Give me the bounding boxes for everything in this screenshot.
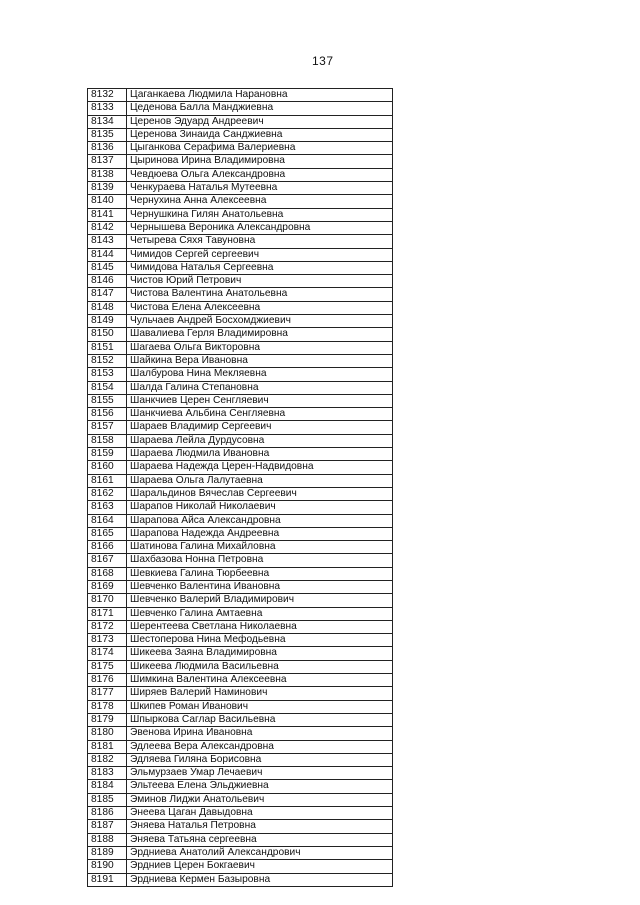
full-name-cell: Шараев Владимир Сергеевич <box>127 421 393 434</box>
full-name-cell: Эминов Лиджи Анатольевич <box>127 793 393 806</box>
table-row <box>88 461 393 474</box>
table-row <box>88 527 393 540</box>
record-number-cell: 8141 <box>88 208 127 221</box>
record-number-cell: 8190 <box>88 860 127 873</box>
table-row <box>88 793 393 806</box>
table-row <box>88 820 393 833</box>
full-name-cell: Шарапова Айса Александровна <box>127 514 393 527</box>
table-row <box>88 421 393 434</box>
full-name-cell: Эрдниева Кермен Базыровна <box>127 873 393 886</box>
full-name-cell: Шевкиева Галина Тюрбеевна <box>127 567 393 580</box>
table-row <box>88 142 393 155</box>
full-name-cell: Шарапова Надежда Андреевна <box>127 527 393 540</box>
full-name-cell: Чульчаев Андрей Босхомджиевич <box>127 315 393 328</box>
table-row <box>88 408 393 421</box>
record-number-cell: 8137 <box>88 155 127 168</box>
full-name-cell: Шпыркова Саглар Васильевна <box>127 713 393 726</box>
full-name-cell: Шимкина Валентина Алексеевна <box>127 674 393 687</box>
full-name-cell: Шатинова Галина Михайловна <box>127 541 393 554</box>
record-number-cell: 8169 <box>88 580 127 593</box>
table-row <box>88 155 393 168</box>
table-row <box>88 354 393 367</box>
record-number-cell: 8164 <box>88 514 127 527</box>
table-row <box>88 846 393 859</box>
record-number-cell: 8174 <box>88 647 127 660</box>
table-row <box>88 301 393 314</box>
record-number-cell: 8168 <box>88 567 127 580</box>
table-row <box>88 208 393 221</box>
record-number-cell: 8134 <box>88 115 127 128</box>
full-name-cell: Эняева Татьяна сергеевна <box>127 833 393 846</box>
record-number-cell: 8167 <box>88 554 127 567</box>
full-name-cell: Эвенова Ирина Ивановна <box>127 727 393 740</box>
record-number-cell: 8166 <box>88 541 127 554</box>
table-row <box>88 607 393 620</box>
record-number-cell: 8163 <box>88 501 127 514</box>
full-name-cell: Эдлеева Вера Александровна <box>127 740 393 753</box>
table-row <box>88 634 393 647</box>
full-name-cell: Чимидова Наталья Сергеевна <box>127 261 393 274</box>
record-number-cell: 8175 <box>88 660 127 673</box>
record-number-cell: 8133 <box>88 102 127 115</box>
table-row <box>88 248 393 261</box>
table-row <box>88 368 393 381</box>
record-number-cell: 8159 <box>88 448 127 461</box>
full-name-cell: Шикеева Заяна Владимировна <box>127 647 393 660</box>
record-number-cell: 8183 <box>88 767 127 780</box>
full-name-cell: Шанкчиева Альбина Сенгляевна <box>127 408 393 421</box>
table-row <box>88 740 393 753</box>
full-name-cell: Шараева Лейла Дурдусовна <box>127 434 393 447</box>
record-number-cell: 8145 <box>88 261 127 274</box>
record-number-cell: 8165 <box>88 527 127 540</box>
table-row <box>88 780 393 793</box>
table-row <box>88 860 393 873</box>
full-name-cell: Чернушкина Гилян Анатольевна <box>127 208 393 221</box>
table-row <box>88 182 393 195</box>
full-name-cell: Энеева Цаган Давыдовна <box>127 807 393 820</box>
record-number-cell: 8161 <box>88 474 127 487</box>
table-row <box>88 873 393 886</box>
record-number-cell: 8140 <box>88 195 127 208</box>
table-row <box>88 620 393 633</box>
table-row <box>88 328 393 341</box>
full-name-cell: Эдляева Гиляна Борисовна <box>127 753 393 766</box>
full-name-cell: Шалбурова Нина Мекляевна <box>127 368 393 381</box>
record-number-cell: 8180 <box>88 727 127 740</box>
full-name-cell: Шерентеева Светлана Николаевна <box>127 620 393 633</box>
table-row <box>88 434 393 447</box>
table-row <box>88 713 393 726</box>
record-number-cell: 8147 <box>88 288 127 301</box>
record-number-cell: 8136 <box>88 142 127 155</box>
table-row <box>88 341 393 354</box>
record-number-cell: 8188 <box>88 833 127 846</box>
full-name-cell: Шаральдинов Вячеслав Сергеевич <box>127 487 393 500</box>
table-row <box>88 275 393 288</box>
full-name-cell: Шевченко Галина Амтаевна <box>127 607 393 620</box>
table-row <box>88 315 393 328</box>
table-row <box>88 807 393 820</box>
full-name-cell: Шевченко Валентина Ивановна <box>127 580 393 593</box>
full-name-cell: Ченкураева Наталья Мутеевна <box>127 182 393 195</box>
full-name-cell: Чернухина Анна Алексеевна <box>127 195 393 208</box>
record-number-cell: 8173 <box>88 634 127 647</box>
full-name-cell: Шайкина Вера Ивановна <box>127 354 393 367</box>
record-number-cell: 8177 <box>88 687 127 700</box>
record-number-cell: 8150 <box>88 328 127 341</box>
table-row <box>88 767 393 780</box>
full-name-cell: Ширяев Валерий Наминович <box>127 687 393 700</box>
table-row <box>88 474 393 487</box>
full-name-cell: Шалда Галина Степановна <box>127 381 393 394</box>
table-row <box>88 168 393 181</box>
table-row <box>88 235 393 248</box>
table-row <box>88 753 393 766</box>
registry-table <box>87 88 393 887</box>
table-row <box>88 288 393 301</box>
record-number-cell: 8178 <box>88 700 127 713</box>
record-number-cell: 8143 <box>88 235 127 248</box>
full-name-cell: Чевдюева Ольга Александровна <box>127 168 393 181</box>
full-name-cell: Шараева Ольга Лалутаевна <box>127 474 393 487</box>
full-name-cell: Эрдниева Анатолий Александрович <box>127 846 393 859</box>
record-number-cell: 8191 <box>88 873 127 886</box>
full-name-cell: Чистов Юрий Петрович <box>127 275 393 288</box>
record-number-cell: 8132 <box>88 89 127 102</box>
page-number: 137 <box>312 54 334 68</box>
table-row <box>88 687 393 700</box>
table-row <box>88 647 393 660</box>
record-number-cell: 8152 <box>88 354 127 367</box>
record-number-cell: 8142 <box>88 221 127 234</box>
full-name-cell: Эняева Наталья Петровна <box>127 820 393 833</box>
record-number-cell: 8189 <box>88 846 127 859</box>
record-number-cell: 8158 <box>88 434 127 447</box>
table-row <box>88 221 393 234</box>
full-name-cell: Цыганкова Серафима Валериевна <box>127 142 393 155</box>
table-row <box>88 700 393 713</box>
record-number-cell: 8176 <box>88 674 127 687</box>
table-row <box>88 833 393 846</box>
full-name-cell: Четырева Сяхя Тавуновна <box>127 235 393 248</box>
record-number-cell: 8184 <box>88 780 127 793</box>
table-row <box>88 89 393 102</box>
table-row <box>88 567 393 580</box>
registry-table-body <box>88 89 393 887</box>
table-row <box>88 514 393 527</box>
full-name-cell: Шевченко Валерий Владимирович <box>127 594 393 607</box>
full-name-cell: Церенова Зинаида Санджиевна <box>127 128 393 141</box>
table-row <box>88 554 393 567</box>
table-row <box>88 381 393 394</box>
record-number-cell: 8172 <box>88 620 127 633</box>
full-name-cell: Цыринова Ирина Владимировна <box>127 155 393 168</box>
full-name-cell: Чистова Валентина Анатольевна <box>127 288 393 301</box>
record-number-cell: 8162 <box>88 487 127 500</box>
table-row <box>88 448 393 461</box>
full-name-cell: Шараева Людмила Ивановна <box>127 448 393 461</box>
table-row <box>88 727 393 740</box>
record-number-cell: 8186 <box>88 807 127 820</box>
record-number-cell: 8155 <box>88 394 127 407</box>
table-row <box>88 580 393 593</box>
full-name-cell: Цаганкаева Людмила Нарановна <box>127 89 393 102</box>
record-number-cell: 8160 <box>88 461 127 474</box>
full-name-cell: Шавалиева Герля Владимировна <box>127 328 393 341</box>
record-number-cell: 8179 <box>88 713 127 726</box>
full-name-cell: Цеденова Балла Манджиевна <box>127 102 393 115</box>
full-name-cell: Эльтеева Елена Эльджиевна <box>127 780 393 793</box>
record-number-cell: 8139 <box>88 182 127 195</box>
full-name-cell: Шестоперова Нина Мефодьевна <box>127 634 393 647</box>
record-number-cell: 8181 <box>88 740 127 753</box>
table-row <box>88 102 393 115</box>
full-name-cell: Шахбазова Нонна Петровна <box>127 554 393 567</box>
record-number-cell: 8185 <box>88 793 127 806</box>
full-name-cell: Шикеева Людмила Васильевна <box>127 660 393 673</box>
table-row <box>88 128 393 141</box>
full-name-cell: Шараева Надежда Церен-Надвидовна <box>127 461 393 474</box>
record-number-cell: 8170 <box>88 594 127 607</box>
full-name-cell: Шкипев Роман Иванович <box>127 700 393 713</box>
full-name-cell: Чернышева Вероника Александровна <box>127 221 393 234</box>
full-name-cell: Эрдниев Церен Бокгаевич <box>127 860 393 873</box>
record-number-cell: 8171 <box>88 607 127 620</box>
table-row <box>88 594 393 607</box>
record-number-cell: 8135 <box>88 128 127 141</box>
record-number-cell: 8149 <box>88 315 127 328</box>
table-row <box>88 487 393 500</box>
record-number-cell: 8154 <box>88 381 127 394</box>
full-name-cell: Шанкчиев Церен Сенгляевич <box>127 394 393 407</box>
full-name-cell: Чистова Елена Алексеевна <box>127 301 393 314</box>
full-name-cell: Церенов Эдуард Андреевич <box>127 115 393 128</box>
record-number-cell: 8138 <box>88 168 127 181</box>
record-number-cell: 8156 <box>88 408 127 421</box>
record-number-cell: 8153 <box>88 368 127 381</box>
record-number-cell: 8157 <box>88 421 127 434</box>
record-number-cell: 8144 <box>88 248 127 261</box>
full-name-cell: Чимидов Сергей сергеевич <box>127 248 393 261</box>
table-row <box>88 394 393 407</box>
record-number-cell: 8148 <box>88 301 127 314</box>
table-row <box>88 115 393 128</box>
record-number-cell: 8146 <box>88 275 127 288</box>
record-number-cell: 8151 <box>88 341 127 354</box>
record-number-cell: 8182 <box>88 753 127 766</box>
full-name-cell: Шагаева Ольга Викторовна <box>127 341 393 354</box>
table-row <box>88 501 393 514</box>
full-name-cell: Шарапов Николай Николаевич <box>127 501 393 514</box>
table-row <box>88 674 393 687</box>
table-row <box>88 195 393 208</box>
table-row <box>88 660 393 673</box>
table-row <box>88 261 393 274</box>
record-number-cell: 8187 <box>88 820 127 833</box>
full-name-cell: Эльмурзаев Умар Лечаевич <box>127 767 393 780</box>
table-row <box>88 541 393 554</box>
